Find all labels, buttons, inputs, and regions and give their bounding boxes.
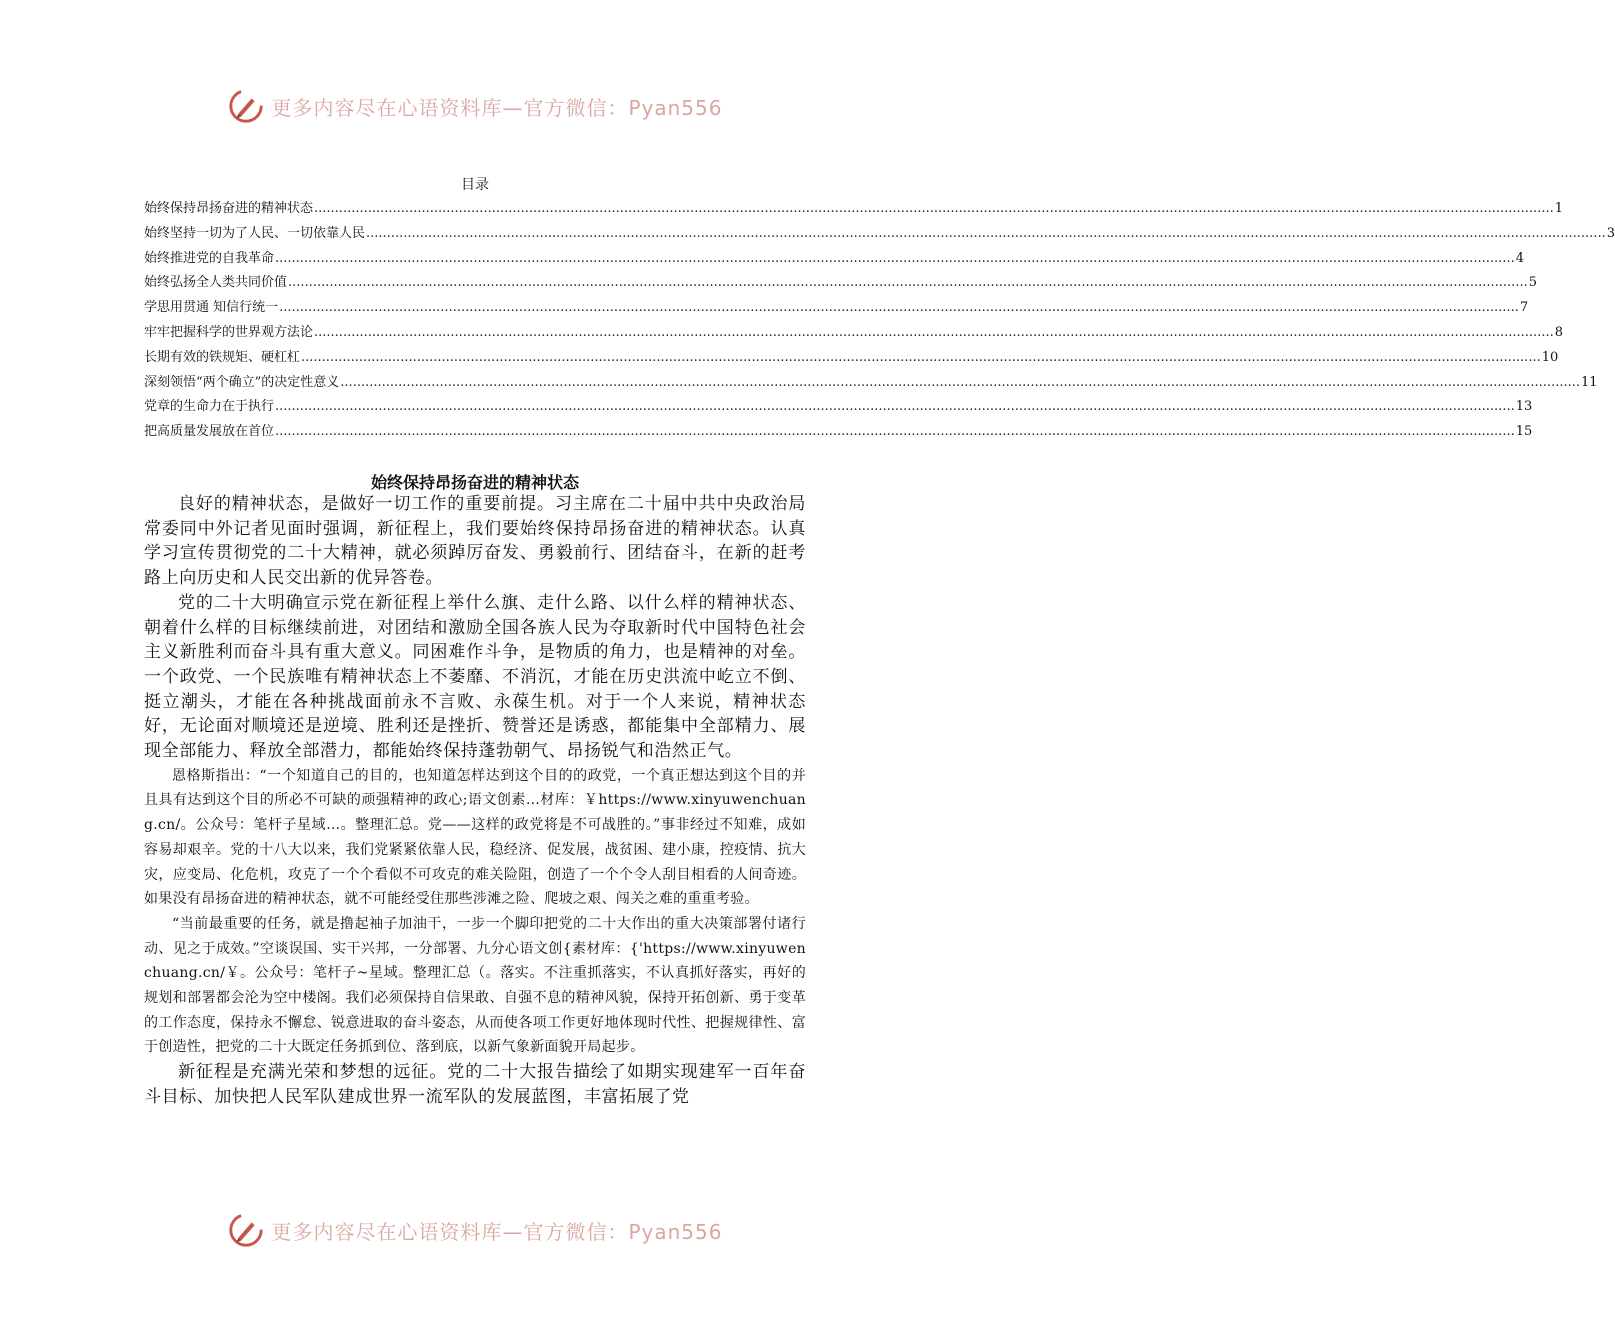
toc-title: 目录 [461, 177, 489, 193]
article-body [144, 492, 806, 1110]
toc-item[interactable]: 始终保持昂扬奋进的精神状态 ............................................................................................................................................................................................................................................................................................................ 1 [144, 201, 1563, 216]
toc-item[interactable]: 始终推进党的自我革命 ............................................................................................................................................................................................................................................................................................................ 4 [144, 250, 1524, 266]
pen-circle-logo-icon [227, 87, 265, 125]
paragraph: 恩格斯指出：“一个知道自己的目的，也知道怎样达到这个目的的政党，一个真正想达到这个目的并且具有达到这个目的所必不可缺的顽强精神的政心;语文创素…材库：￥https://www.xinyuwenchuang.cn/。公众号：笔杆子星域…。整理汇总。党——这样的政党将是不可战胜的。”事非经过不知难，成如容易却艰辛。党的十八大以来，我们党紧紧依靠人民，稳经济、促发展，战贫困、建小康，控疫情、抗大灾，应变局、化危机，攻克了一个个看似不可攻克的难关险阻，创造了一个个令人刮目相看的人间奇迹。如果没有昂扬奋进的精神状态，就不可能经受住那些涉滩之险、爬坡之艰、闯关之难的重重考验。 [144, 767, 806, 908]
toc-item[interactable]: 学思用贯通 知信行统一 ............................................................................................................................................................................................................................................................................................................ 7 [144, 300, 1529, 316]
paragraph: 党的二十大明确宣示党在新征程上举什么旗、走什么路、以什么样的精神状态、朝着什么样的目标继续前进，对团结和激励全国各族人民为夺取新时代中国特色社会主义新胜利而奋斗具有重大意义。同困难作斗争，是物质的角力，也是精神的对垒。一个政党、一个民族唯有精神状态上不萎靡、不消沉，才能在历史洪流中屹立不倒、挺立潮头，才能在各种挑战面前永不言败、永葆生机。对于一个人来说，精神状态好，无论面对顺境还是逆境、胜利还是挫折、赞誉还是诱惑，都能集中全部精力、展现全部能力、释放全部潜力，都能始终保持蓬勃朝气、昂扬锐气和浩然正气。 [144, 592, 806, 762]
paragraph: 良好的精神状态，是做好一切工作的重要前提。习主席在二十届中共中央政治局常委同中外记者见面时强调，新征程上，我们要始终保持昂扬奋进的精神状态。认真学习宣传贯彻党的二十大精神，就必须踔厉奋发、勇毅前行、团结奋斗，在新的赶考路上向历史和人民交出新的优异答卷。 [144, 494, 806, 589]
paragraph: “当前最重要的任务，就是撸起袖子加油干，一步一个脚印把党的二十大作出的重大决策部署付诸行动、见之于成效。”空谈误国、实干兴邦，一分部署、九分心语文创{素材库：{'https://www.xinyuwenchuang.cn/￥。公众号：笔杆子~星域。整理汇总（。落实。不注重抓落实，不认真抓好落实，再好的规划和部署都会沦为空中楼阁。我们必须保持自信果敢、自强不息的精神风貌，保持开拓创新、勇于变革的工作态度，保持永不懈怠、锐意进取的奋斗姿态，从而使各项工作更好地体现时代性、把握规律性、富于创造性，把党的二十大既定任务抓到位、落到底，以新气象新面貌开局起步。 [144, 915, 806, 1056]
banner-text: 更多内容尽在心语资料库—官方微信：Pyan556 [271, 95, 723, 120]
toc-item[interactable]: 始终弘扬全人类共同价值 ............................................................................................................................................................................................................................................................................................................ 5 [144, 275, 1537, 291]
paragraph: 新征程是充满光荣和梦想的远征。党的二十大报告描绘了如期实现建军一百年奋斗目标、加快把人民军队建成世界一流军队的发展蓝图，丰富拓展了党 [144, 1062, 806, 1107]
article-title: 始终保持昂扬奋进的精神状态 [370, 473, 579, 492]
table-of-contents [144, 197, 1615, 445]
toc-item[interactable]: 党章的生命力在于执行 ............................................................................................................................................................................................................................................................................................................ 13 [144, 399, 1533, 415]
toc-item[interactable]: 深刻领悟“两个确立”的决定性意义 ............................................................................................................................................................................................................................................................................................................ 11 [144, 374, 1598, 390]
toc-item[interactable]: 牢牢把握科学的世界观方法论 ............................................................................................................................................................................................................................................................................................................ 8 [144, 324, 1563, 340]
toc-item[interactable]: 把高质量发展放在首位 ............................................................................................................................................................................................................................................................................................................ 15 [144, 424, 1533, 440]
banner-text: 更多内容尽在心语资料库—官方微信：Pyan556 [271, 1219, 723, 1244]
toc-item[interactable]: 长期有效的铁规矩、硬杠杠 ............................................................................................................................................................................................................................................................................................................ 10 [144, 349, 1559, 365]
pen-circle-logo-icon [227, 1211, 265, 1249]
toc-item[interactable]: 始终坚持一切为了人民、一切依靠人民 ............................................................................................................................................................................................................................................................................................................ 3 [144, 225, 1615, 241]
footer-banner [0, 1208, 950, 1252]
header-banner [0, 84, 950, 128]
